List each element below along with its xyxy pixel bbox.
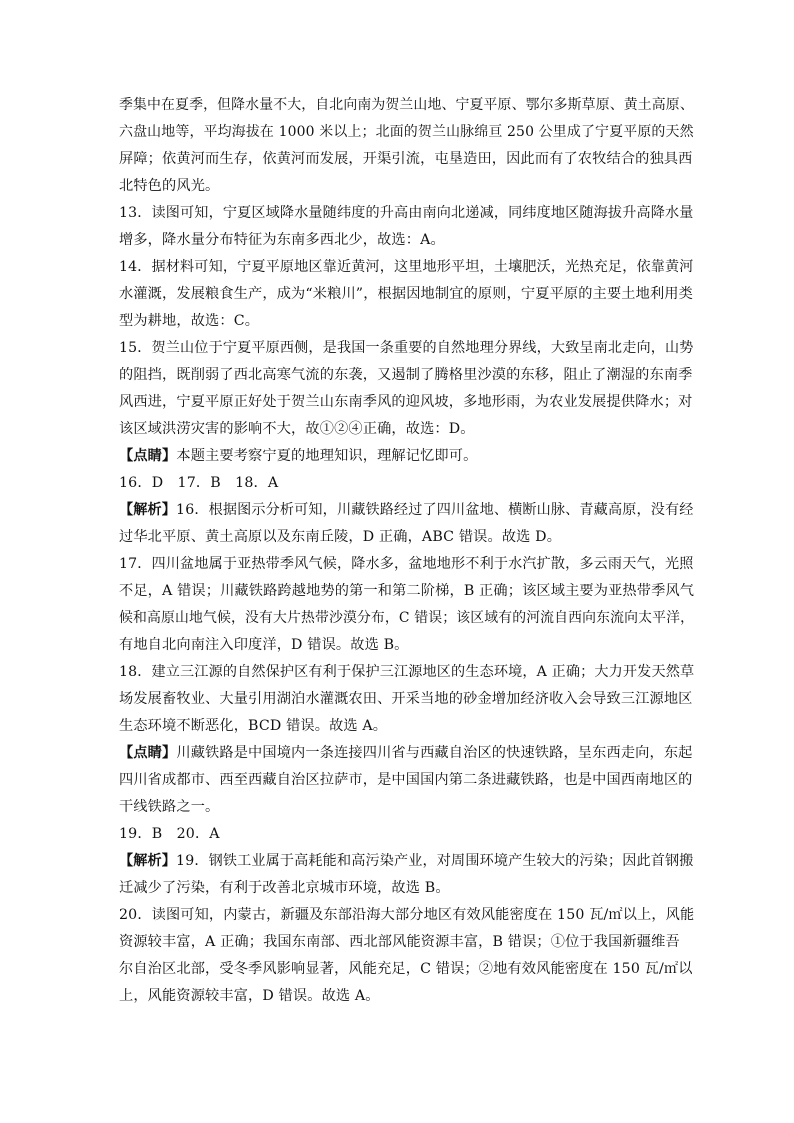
text-line: 过华北平原、黄土高原以及东南丘陵，D 正确，ABC 错误。故选 D。 [119,529,562,545]
section-marker: 【点睛】 [119,448,177,464]
text-line: 的阻挡，既削弱了西北高寒气流的东袭，又遏制了腾格里沙漠的东移，阻止了潮湿的东南季 [119,367,693,383]
text-line: 尔自治区北部，受冬季风影响显著，风能充足，C 错误；②地有效风能密度在 150 瓦/㎡以 [119,961,693,977]
section-marker: 【解析】 [119,502,177,518]
text-line: 场发展畜牧业、大量引用湖泊水灌溉农田、开采当地的砂金增加经济收入会导致三江源地区 [119,691,693,707]
text-line: 该区域洪涝灾害的影响不大，故①②④正确，故选：D。 [119,421,475,437]
text-line: 北特色的风光。 [119,178,220,194]
text-line: 不足，A 错误；川藏铁路跨越地势的第一和第二阶梯，B 正确；该区域主要为亚热带季风气 [119,583,695,599]
text-line: 16．D 17．B 18．A [119,475,279,491]
text-line: 【点睛】本题主要考察宁夏的地理知识，理解记忆即可。 [119,448,478,464]
text-line: 【解析】19．钢铁工业属于高耗能和高污染产业，对周围环境产生较大的污染；因此首钢搬 [119,853,694,869]
text-line: 生态环境不断恶化，BCD 错误。故选 A。 [119,718,388,734]
text-line: 六盘山地等，平均海拔在 1000 米以上；北面的贺兰山脉绵亘 250 公里成了宁夏平原的天然 [119,124,694,140]
text-line: 有地自北向南注入印度洋，D 错误。故选 B。 [119,637,409,653]
text-line: 19．B 20．A [119,826,220,842]
text-line: 上，风能资源较丰富，D 错误。故选 A。 [119,988,380,1004]
text-line: 迁减少了污染，有利于改善北京城市环境，故选 B。 [119,880,450,896]
section-marker: 【点睛】 [119,745,177,761]
text-line: 干线铁路之一。 [119,799,220,815]
text-line: 四川省成都市、西至西藏自治区拉萨市，是中国国内第二条进藏铁路，也是中国西南地区的 [119,772,693,788]
text-line: 季集中在夏季，但降水量不大，自北向南为贺兰山地、宁夏平原、鄂尔多斯草原、黄土高原、 [119,97,694,113]
text-line: 型为耕地，故选：C。 [119,313,260,329]
text-line: 【解析】16．根据图示分析可知，川藏铁路经过了四川盆地、横断山脉、青藏高原，没有经 [119,502,694,518]
text-line: 17．四川盆地属于亚热带季风气候，降水多，盆地地形不利于水汽扩散，多云雨天气，光照 [119,556,694,572]
text-line: 候和高原山地气候，没有大片热带沙漠分布，C 错误；该区域有的河流自西向东流向太平洋， [119,610,695,626]
text-line: 增多，降水量分布特征为东南多西北少，故选：A。 [119,232,445,248]
text-line: 【点睛】川藏铁路是中国境内一条连接四川省与西藏自治区的快速铁路，呈东西走向，东起 [119,745,693,761]
text-line: 风西进，宁夏平原正好处于贺兰山东南季风的迎风坡，多地形雨，为农业发展提供降水；对 [119,394,693,410]
text-line: 13．读图可知，宁夏区域降水量随纬度的升高由南向北递减，同纬度地区随海拔升高降水量 [119,205,694,221]
text-line: 资源较丰富，A 正确；我国东南部、西北部风能资源丰富，B 错误；①位于我国新疆维吾 [119,934,680,950]
text-line: 水灌溉，发展粮食生产，成为“米粮川”，根据因地制宜的原则，宁夏平原的主要土地利用类 [119,286,693,302]
text-line: 屏障；依黄河而生存，依黄河而发展，开渠引流，屯垦造田，因此而有了农牧结合的独具西 [119,151,693,167]
text-line: 18．建立三江源的自然保护区有利于保护三江源地区的生态环境，A 正确；大力开发天然草 [119,664,695,680]
text-line: 14．据材料可知，宁夏平原地区靠近黄河，这里地形平坦，土壤肥沃，光热充足，依靠黄河 [119,259,694,275]
section-marker: 【解析】 [119,853,177,869]
text-line: 20．读图可知，内蒙古，新疆及东部沿海大部分地区有效风能密度在 150 瓦/㎡以上，风能 [119,907,695,923]
text-line: 15．贺兰山位于宁夏平原西侧，是我国一条重要的自然地理分界线，大致呈南北走向，山势 [119,340,694,356]
